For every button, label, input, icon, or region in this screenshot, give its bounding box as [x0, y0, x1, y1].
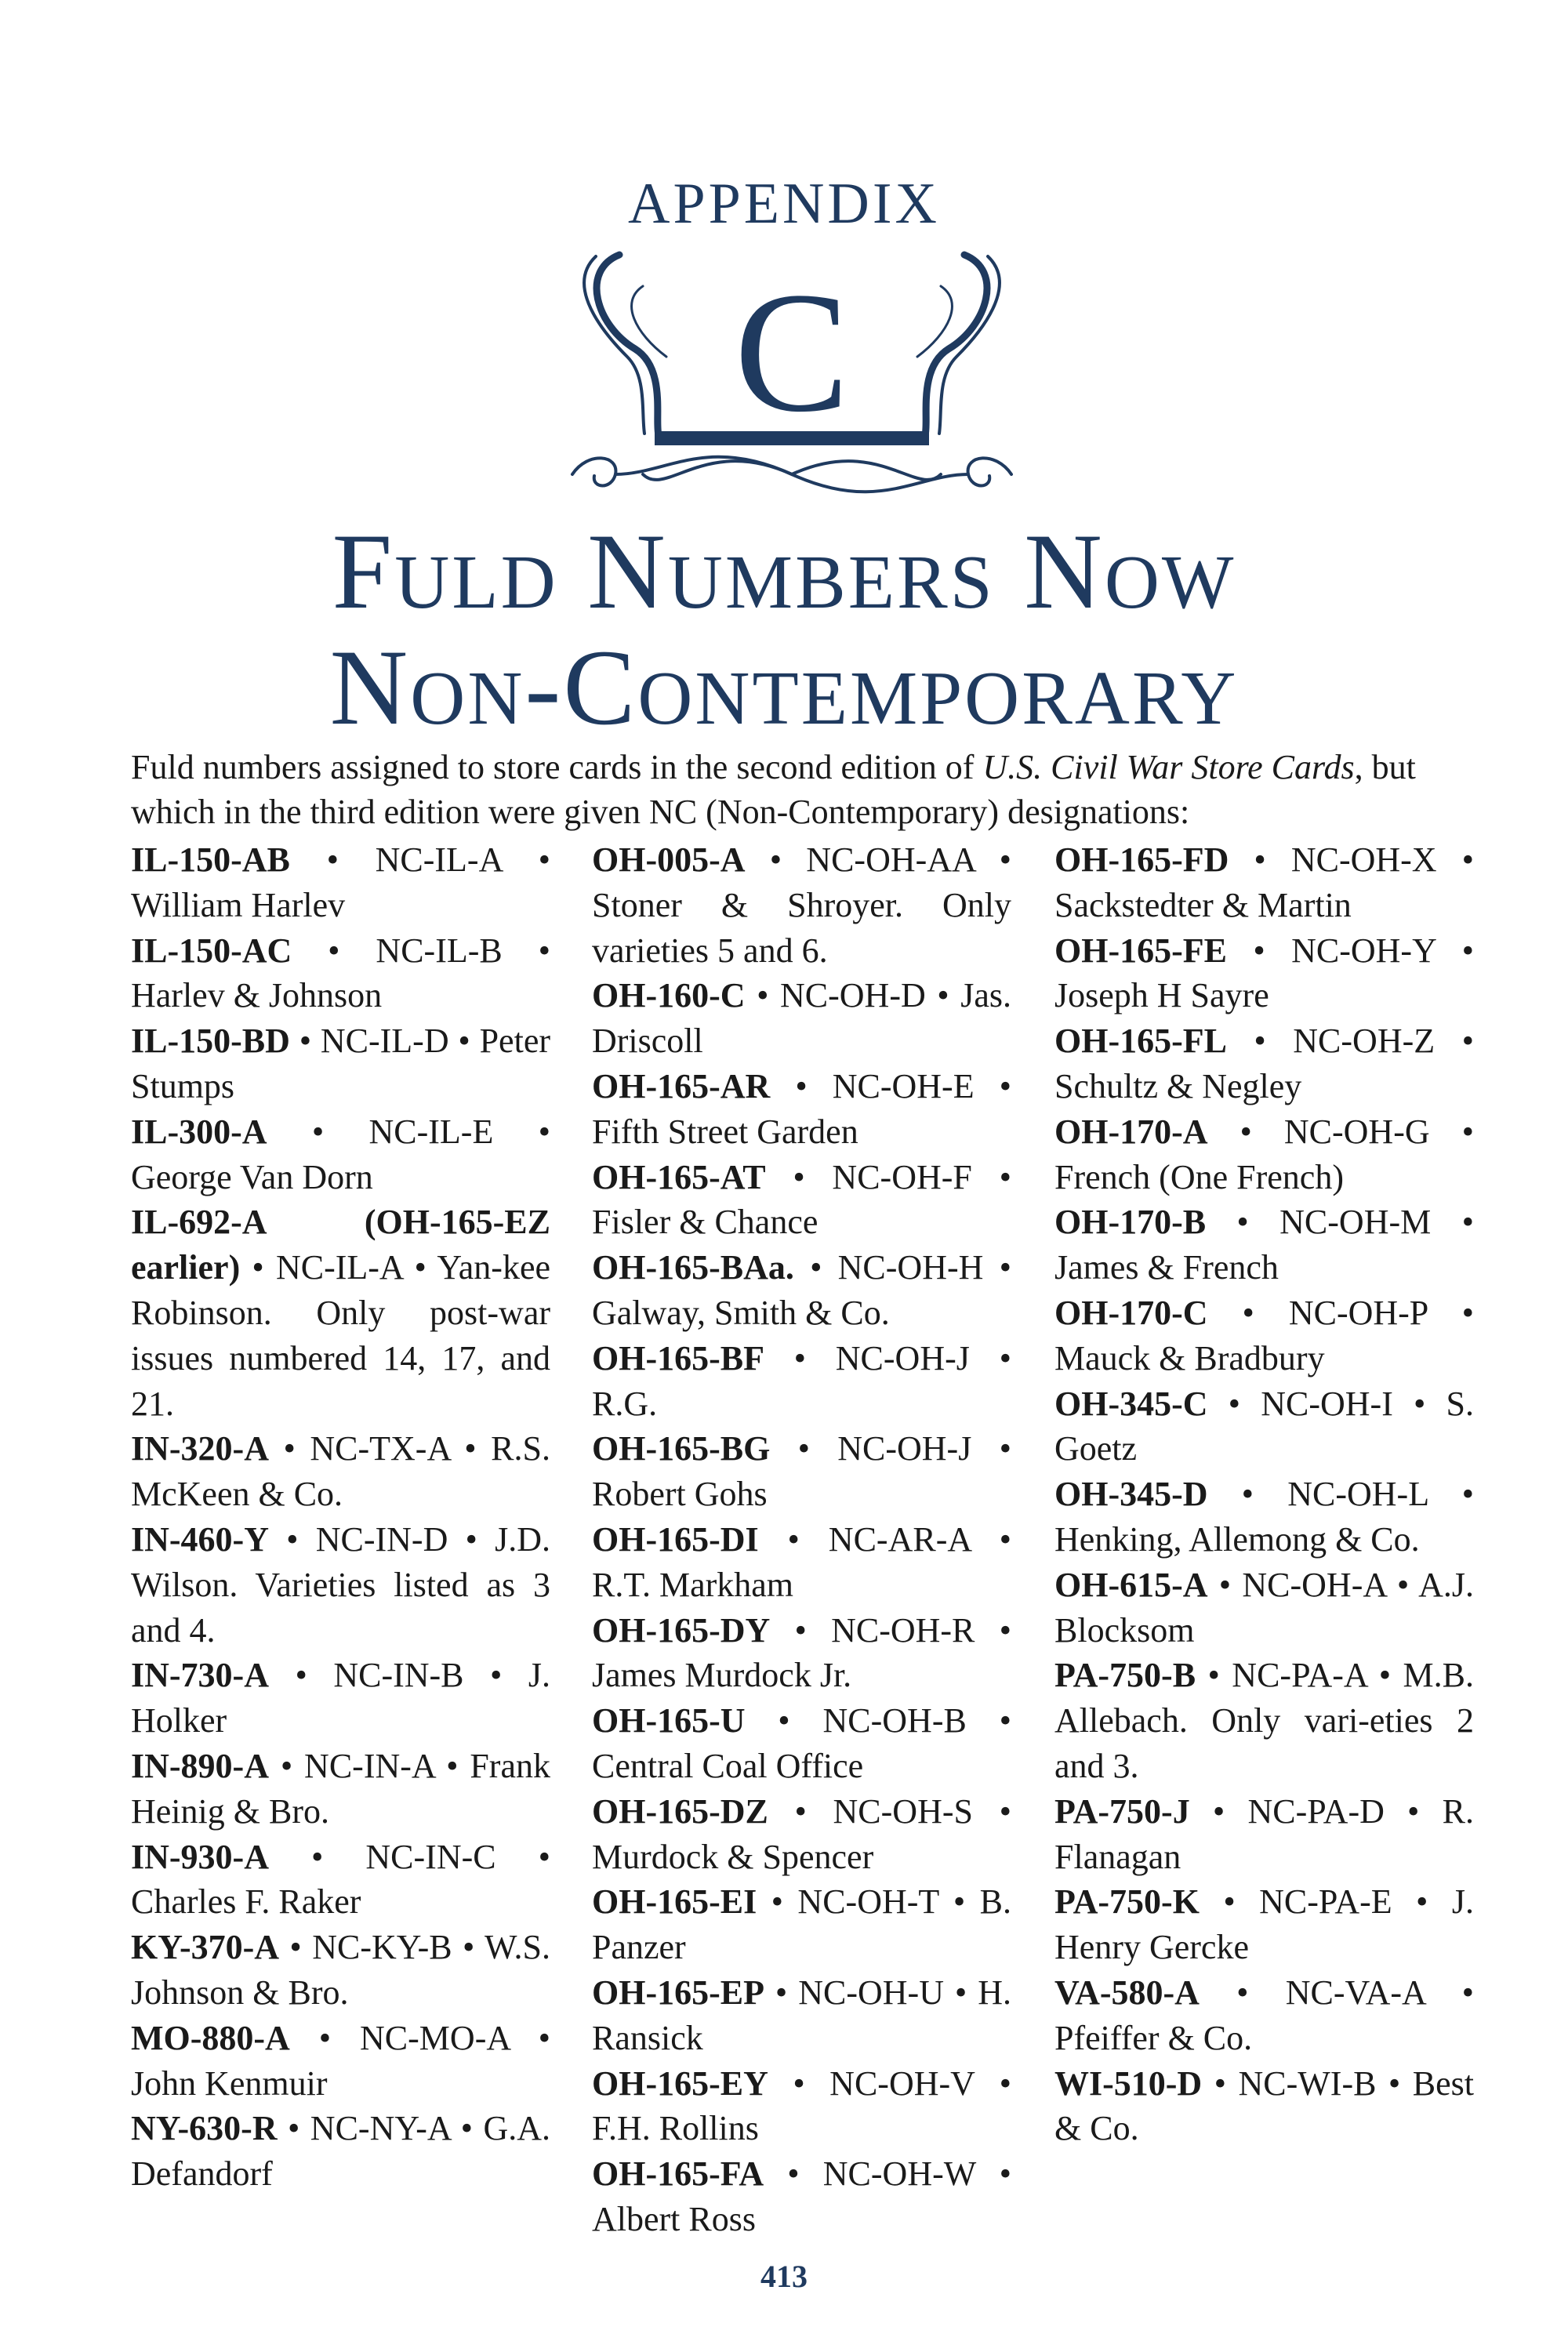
fuld-number: IN-730-A	[131, 1656, 269, 1695]
fuld-number: IL-692-A (OH-165-EZ earlier)	[131, 1203, 550, 1287]
fuld-number: PA-750-K	[1054, 1882, 1200, 1922]
entry-description: • NC-OH-P • Mauck & Bradbury	[1054, 1293, 1474, 1377]
entry	[131, 1200, 550, 1426]
entry	[592, 1698, 1011, 1789]
fuld-number: IN-890-A	[131, 1746, 269, 1785]
appendix-label: APPENDIX	[628, 172, 940, 236]
fuld-number: IN-460-Y	[131, 1519, 269, 1559]
fuld-number: IL-150-AB	[131, 840, 290, 879]
fuld-number: OH-165-U	[592, 1701, 746, 1740]
entry-description: • NC-OH-J • R.G.	[592, 1338, 1011, 1423]
fuld-number: OH-170-A	[1054, 1112, 1208, 1151]
entry-description: • NC-OH-G • French (One French)	[1054, 1112, 1474, 1196]
entry-description: • NC-VA-A • Pfeiffer & Co.	[1054, 1973, 1474, 2057]
entries-column-1	[131, 837, 550, 2197]
entry-description: • NC-IN-D • J.D. Wilson. Varieties listed as 3 and 4.	[131, 1519, 550, 1650]
entry-description: • NC-OH-Y • Joseph H Sayre	[1054, 931, 1474, 1015]
entry-description: • NC-IL-A • William Harlev	[131, 840, 550, 924]
fuld-number: OH-165-DI	[592, 1519, 759, 1559]
fuld-number: IN-930-A	[131, 1837, 269, 1876]
entry	[1054, 1109, 1474, 1200]
entry	[1054, 1653, 1474, 1788]
entry-description: • NC-OH-A • A.J. Blocksom	[1054, 1565, 1474, 1650]
entry	[592, 1879, 1011, 1970]
fuld-number: IL-300-A	[131, 1112, 267, 1151]
fuld-number: OH-165-EY	[592, 2063, 768, 2103]
entry-description: • NC-PA-A • M.B. Allebach. Only vari-eties 2 and 3.	[1054, 1656, 1474, 1785]
entry	[1054, 1879, 1474, 1970]
entry	[592, 1336, 1011, 1427]
entry-description: • NC-PA-D • R. Flanagan	[1054, 1791, 1474, 1876]
entry-description: • NC-IN-B • J. Holker	[131, 1656, 550, 1740]
fuld-number: OH-165-FE	[1054, 931, 1227, 970]
entry-description: • NC-OH-I • S. Goetz	[1054, 1384, 1474, 1468]
entry	[131, 1109, 550, 1200]
entry-description: • NC-OH-T • B. Panzer	[592, 1882, 1011, 1967]
entry	[1054, 1290, 1474, 1381]
entry-description: • NC-OH-B • Central Coal Office	[592, 1701, 1011, 1785]
entry	[1054, 837, 1474, 928]
fuld-number: OH-165-BG	[592, 1429, 771, 1468]
intro-text-before: Fuld numbers assigned to store cards in the second edition of	[131, 748, 983, 786]
fuld-number: OH-165-BF	[592, 1338, 764, 1377]
entry-description: • NC-OH-V • F.H. Rollins	[592, 2063, 1011, 2148]
entry-description: • NC-OH-W • Albert Ross	[592, 2154, 1011, 2238]
entry-description: • NC-OH-E • Fifth Street Garden	[592, 1066, 1011, 1151]
entry-description: • NC-WI-B • Best & Co.	[1054, 2063, 1474, 2148]
entry-description: • NC-OH-X • Sackstedter & Martin	[1054, 840, 1474, 924]
entry-description: • NC-OH-S • Murdock & Spencer	[592, 1791, 1011, 1876]
entry	[1054, 1970, 1474, 2061]
fuld-number: OH-165-AR	[592, 1066, 771, 1105]
entry-description: • NC-IL-E • George Van Dorn	[131, 1112, 550, 1196]
entry-description: • NC-TX-A • R.S. McKeen & Co.	[131, 1429, 550, 1514]
fuld-number: OH-165-EP	[592, 1973, 764, 2012]
entry	[131, 2016, 550, 2107]
fuld-number: OH-165-FL	[1054, 1022, 1227, 1061]
entry	[592, 837, 1011, 973]
fuld-number: MO-880-A	[131, 2018, 290, 2057]
fuld-number: OH-165-DY	[592, 1610, 771, 1650]
entry-description: • NC-OH-R • James Murdock Jr.	[592, 1610, 1011, 1695]
fuld-number: IL-150-BD	[131, 1022, 290, 1061]
entry	[131, 1653, 550, 1744]
fuld-number: IN-320-A	[131, 1429, 269, 1468]
fuld-number: PA-750-B	[1054, 1656, 1196, 1695]
entry	[1054, 1472, 1474, 1563]
entry	[1054, 1018, 1474, 1109]
entry	[1054, 928, 1474, 1019]
fuld-number: OH-170-B	[1054, 1203, 1207, 1242]
intro-book-title: U.S. Civil War Store Cards	[982, 748, 1355, 786]
entry	[131, 1426, 550, 1517]
fuld-number: VA-580-A	[1054, 1973, 1200, 2012]
entry	[592, 2151, 1011, 2242]
entry	[592, 1970, 1011, 2061]
entry-description: • NC-OH-Z • Schultz & Negley	[1054, 1022, 1474, 1105]
entry	[592, 2061, 1011, 2152]
entry-description: • NC-OH-U • H. Ransick	[592, 1973, 1011, 2057]
fuld-number: KY-370-A	[131, 1928, 280, 1967]
entry	[131, 928, 550, 1019]
entry	[131, 837, 550, 928]
entry-description: • NC-NY-A • G.A. Defandorf	[131, 2109, 550, 2194]
entry-description: • NC-OH-AA • Stoner & Shroyer. Only varieties 5 and 6.	[592, 840, 1011, 970]
entry-description: • NC-IN-C • Charles F. Raker	[131, 1837, 550, 1922]
entry-description: • NC-OH-H • Galway, Smith & Co.	[592, 1248, 1011, 1332]
entry	[131, 2106, 550, 2197]
page-title-line2: Non-Contemporary	[329, 627, 1239, 747]
fuld-number: OH-345-C	[1054, 1384, 1208, 1423]
entry	[131, 1835, 550, 1926]
entries-column-3	[1054, 837, 1474, 2151]
entry-description: • NC-IL-A • Yan-kee Robinson. Only post-war issues numbered 14, 17, and 21.	[131, 1248, 550, 1423]
entry	[592, 1608, 1011, 1699]
entry-description: • NC-MO-A • John Kenmuir	[131, 2018, 550, 2103]
fuld-number: OH-005-A	[592, 840, 746, 879]
fuld-number: OH-165-EI	[592, 1882, 757, 1922]
fuld-number: OH-170-C	[1054, 1293, 1208, 1332]
appendix-letter: C	[734, 256, 850, 448]
entry-description: • NC-OH-M • James & French	[1054, 1203, 1474, 1287]
fuld-number: OH-165-AT	[592, 1157, 766, 1196]
entry-description: • NC-IL-B • Harlev & Johnson	[131, 931, 550, 1015]
fuld-number: OH-165-FD	[1054, 840, 1229, 879]
entry	[131, 1018, 550, 1109]
fuld-number: OH-615-A	[1054, 1565, 1208, 1604]
entry-description: • NC-PA-E • J. Henry Gercke	[1054, 1882, 1474, 1967]
entry	[592, 973, 1011, 1064]
entry	[592, 1517, 1011, 1608]
page-title-line1: Fuld Numbers Now	[332, 511, 1236, 631]
entry-description: • NC-IN-A • Frank Heinig & Bro.	[131, 1746, 550, 1831]
fuld-number: WI-510-D	[1054, 2063, 1203, 2103]
entry	[592, 1245, 1011, 1336]
fuld-number: PA-750-J	[1054, 1791, 1190, 1831]
appendix-ornament	[549, 239, 1035, 498]
entry	[1054, 2061, 1474, 2152]
intro-text-after: , but which in the third edition were given NC (Non-Contemporary) designations:	[131, 748, 1416, 831]
fuld-number: OH-165-FA	[592, 2154, 764, 2194]
entry-description: • NC-OH-D • Jas. Driscoll	[592, 976, 1011, 1061]
fuld-number: OH-345-D	[1054, 1475, 1208, 1514]
entry	[131, 1925, 550, 2016]
fuld-number: NY-630-R	[131, 2109, 278, 2148]
entries-column-2	[592, 837, 1011, 2242]
entry	[592, 1789, 1011, 1880]
entry	[131, 1744, 550, 1835]
fuld-number: OH-165-DZ	[592, 1791, 768, 1831]
fuld-number: IL-150-AC	[131, 931, 292, 970]
entry	[592, 1426, 1011, 1517]
entry	[592, 1064, 1011, 1155]
entry	[1054, 1789, 1474, 1880]
entry-description: • NC-OH-L • Henking, Allemong & Co.	[1054, 1475, 1474, 1559]
fuld-number: OH-165-BAa.	[592, 1248, 794, 1287]
page-number: 413	[760, 2259, 808, 2294]
intro-paragraph	[131, 745, 1464, 834]
entry	[131, 1517, 550, 1653]
entry-description: • NC-IL-D • Peter Stumps	[131, 1022, 550, 1105]
fuld-number: OH-160-C	[592, 976, 746, 1015]
entry-description: • NC-KY-B • W.S. Johnson & Bro.	[131, 1928, 550, 2012]
entry	[592, 1155, 1011, 1246]
entry-description: • NC-AR-A • R.T. Markham	[592, 1519, 1011, 1604]
entry	[1054, 1563, 1474, 1653]
entry	[1054, 1381, 1474, 1472]
entry-description: • NC-OH-J • Robert Gohs	[592, 1429, 1011, 1514]
entry-description: • NC-OH-F • Fisler & Chance	[592, 1157, 1011, 1242]
entry	[1054, 1200, 1474, 1290]
